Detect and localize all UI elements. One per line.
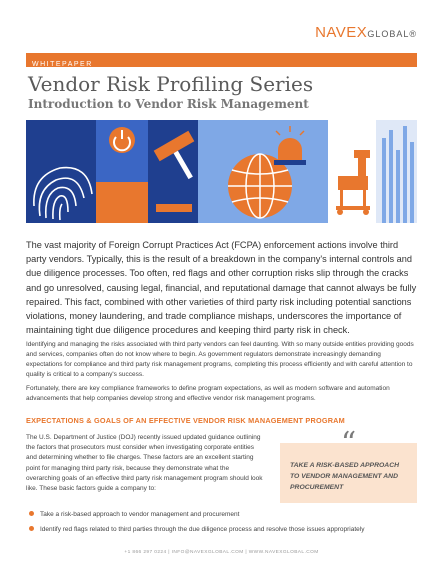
logo-mark: ®	[409, 29, 417, 39]
navex-global-logo	[315, 24, 417, 41]
list-item	[26, 525, 418, 534]
whitepaper-band	[26, 53, 417, 67]
body-paragraph: Fortunately, there are key compliance frameworks to define program expectations, as well as modern software and automation advancements that help companies develop strong and effective vendor risk management programs.	[26, 385, 390, 402]
lead-paragraph: The vast majority of Foreign Corrupt Practices Act (FCPA) enforcement actions involve third party vendors. Typically, this is the result of a breakdown in the company's internal controls and due diligence processes. Too often, red flags and other corruption risks slip through the cracks and go unresolved, causing legal, financial, and reputational damage that cannot always be fully repaired. This fact, combined with other varieties of third party risk including potential sanctions violations, money laundering, and trade compliance mishaps, underscores the importance of maintaining tight due diligence procedures and keeping third party risk in check.	[26, 240, 417, 336]
footer-contact: +1 866 297 0224 | INFO@NAVEXGLOBAL.COM | WWW.NAVEXGLOBAL.COM	[124, 550, 319, 555]
page-subtitle: Introduction to Vendor Risk Management	[28, 97, 309, 111]
logo-sub: GLOBAL	[367, 29, 410, 39]
logo-main: NAVEX	[315, 24, 368, 41]
quote-mark-icon: “	[340, 426, 357, 461]
list-item-text: Take a risk-based approach to vendor management and procurement	[40, 511, 240, 518]
list-item-text: Identify red flags related to third parties through the due diligence process and resolve those issues appropriately	[40, 526, 365, 533]
section-body: The U.S. Department of Justice (DOJ) recently issued updated guidance outlining the factors that prosecutors must consider when investigating corporate entities and determining whether to file charges. These factors are an excellent starting point for managing third party risk, because they demonstrate what the overarching goals of an effective third party risk management program should look like. These basic factors guide a company to:	[26, 434, 263, 493]
bullet-list	[26, 510, 418, 540]
hero-illustration	[26, 120, 417, 223]
power-button-icon	[109, 127, 135, 153]
pull-quote-text: TAKE A RISK-BASED APPROACH TO VENDOR MANAGEMENT AND PROCUREMENT	[290, 462, 400, 491]
body-paragraph: Identifying and managing the risks associated with third party vendors can feel daunting. With so many outside entities providing goods and services, companies often do not know where to begin. As government regulators demonstrate increasingly demanding expectations for compliance and third party risk management programs, completing this process efficiently and with careful attention to quality is critical to a company's success.	[26, 341, 414, 378]
band-label: WHITEPAPER	[32, 61, 93, 68]
bullet-icon	[29, 511, 34, 516]
pull-quote	[280, 426, 417, 503]
bullet-icon	[29, 526, 34, 531]
list-item	[26, 510, 418, 519]
section-heading: EXPECTATIONS & GOALS OF AN EFFECTIVE VENDOR RISK MANAGEMENT PROGRAM	[26, 416, 345, 425]
page-title: Vendor Risk Profiling Series	[28, 72, 314, 96]
